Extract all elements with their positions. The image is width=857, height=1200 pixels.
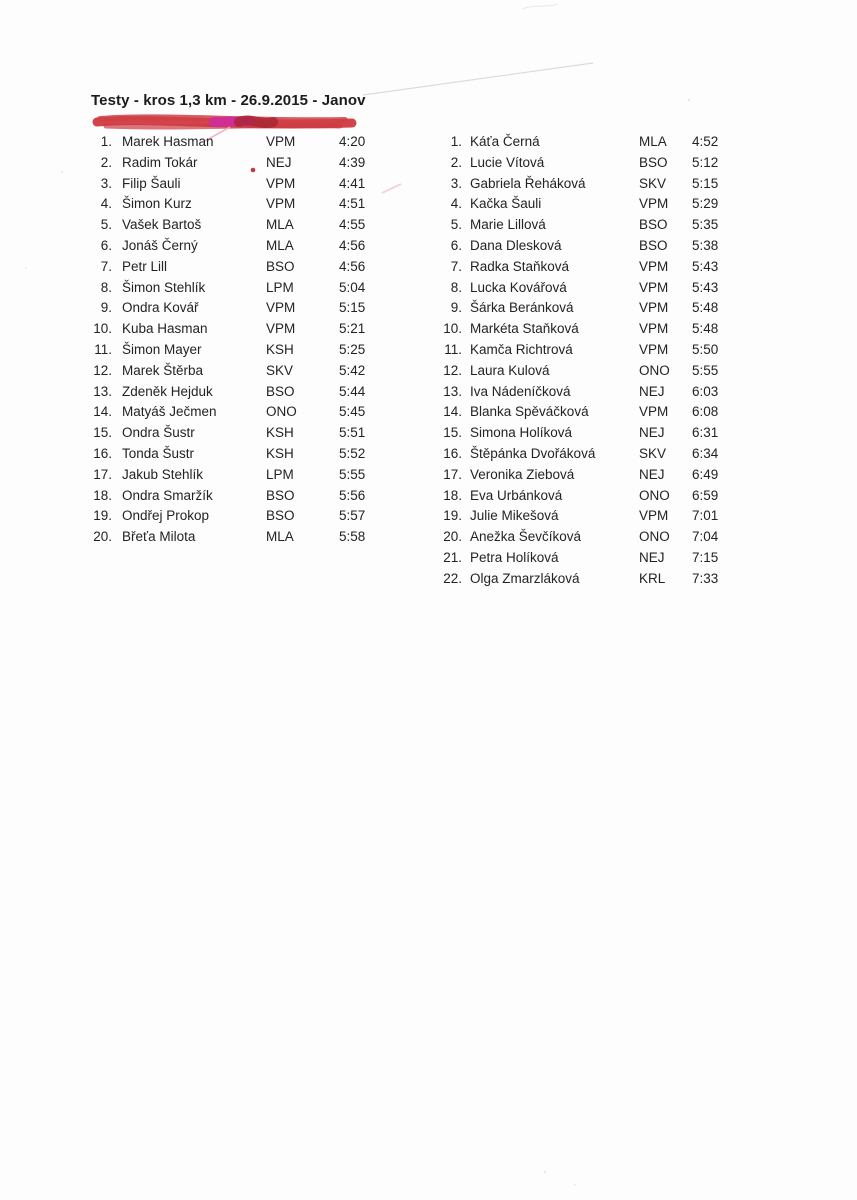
- rank-cell: 4.: [100, 196, 112, 212]
- club-cell: ONO: [639, 487, 670, 503]
- result-row: [86, 340, 378, 361]
- time-cell: 5:56: [339, 487, 366, 503]
- time-cell: 5:48: [692, 300, 719, 316]
- rank-cell: 1.: [450, 134, 462, 149]
- rank-cell: 1.: [100, 134, 112, 149]
- scan-speck: [544, 1171, 546, 1173]
- club-cell: KSH: [266, 425, 294, 441]
- club-cell: MLA: [639, 134, 667, 149]
- result-row: [436, 444, 732, 465]
- result-row: [436, 215, 732, 236]
- name-cell: Iva Nádeníčková: [470, 383, 571, 399]
- time-cell: 7:33: [692, 570, 719, 586]
- club-cell: VPM: [266, 300, 296, 316]
- rank-cell: 10.: [93, 321, 112, 337]
- name-cell: Radim Tokár: [122, 154, 198, 170]
- result-row: [86, 132, 378, 153]
- result-row: [86, 444, 378, 465]
- result-row: [436, 423, 732, 444]
- time-cell: 6:34: [692, 445, 719, 461]
- name-cell: Marie Lillová: [470, 217, 546, 233]
- time-cell: 5:25: [339, 341, 366, 357]
- result-row: [436, 486, 732, 507]
- time-cell: 4:51: [339, 196, 366, 212]
- time-cell: 5:35: [692, 217, 719, 233]
- scan-speck: [25, 267, 27, 269]
- time-cell: 5:58: [339, 529, 366, 545]
- rank-cell: 12.: [93, 362, 112, 378]
- name-cell: Anežka Ševčíková: [470, 529, 582, 545]
- result-row: [86, 278, 378, 299]
- result-row: [86, 153, 378, 174]
- rank-cell: 7.: [450, 258, 462, 274]
- name-cell: Petra Holíková: [470, 549, 559, 565]
- result-row: [436, 319, 732, 340]
- time-cell: 5:51: [339, 425, 366, 441]
- result-row: [436, 236, 732, 257]
- name-cell: Štěpánka Dvořáková: [470, 445, 596, 461]
- rank-cell: 19.: [443, 508, 462, 524]
- name-cell: Ondra Kovář: [122, 300, 199, 316]
- club-cell: SKV: [266, 362, 294, 378]
- result-row: [436, 548, 732, 569]
- result-row: [86, 527, 378, 548]
- name-cell: Ondra Šustr: [122, 425, 195, 441]
- name-cell: Gabriela Řeháková: [470, 175, 586, 191]
- result-row: [86, 361, 378, 382]
- marker-overlap-dark: [239, 120, 273, 123]
- name-cell: Jakub Stehlík: [122, 466, 204, 482]
- club-cell: VPM: [266, 196, 296, 212]
- rank-cell: 12.: [443, 362, 462, 378]
- result-row: [436, 194, 732, 215]
- time-cell: 5:45: [339, 404, 366, 420]
- rank-cell: 22.: [443, 570, 462, 586]
- name-cell: Šimon Kurz: [122, 196, 192, 212]
- time-cell: 6:59: [692, 487, 719, 503]
- name-cell: Marek Hasman: [122, 134, 214, 149]
- result-row: [436, 174, 732, 195]
- rank-cell: 9.: [100, 300, 112, 316]
- scan-smudge-top: [522, 4, 558, 9]
- marker-overlap-magenta: [214, 121, 250, 122]
- time-cell: 6:03: [692, 383, 719, 399]
- time-cell: 5:57: [339, 508, 366, 524]
- time-cell: 4:20: [339, 134, 366, 149]
- rank-cell: 11.: [444, 341, 462, 357]
- result-row: [86, 174, 378, 195]
- result-row: [86, 402, 378, 423]
- rank-cell: 14.: [443, 404, 462, 420]
- rank-cell: 19.: [93, 508, 112, 524]
- scan-speck: [688, 99, 690, 101]
- results-column-girls: [436, 132, 732, 590]
- rank-cell: 18.: [93, 487, 112, 503]
- rank-cell: 4.: [450, 196, 462, 212]
- rank-cell: 9.: [450, 300, 462, 316]
- result-row: [436, 382, 732, 403]
- time-cell: 5:55: [339, 466, 366, 482]
- time-cell: 5:15: [339, 300, 366, 316]
- rank-cell: 6.: [450, 237, 462, 253]
- time-cell: 4:55: [339, 217, 366, 233]
- result-row: [436, 361, 732, 382]
- time-cell: 5:29: [692, 196, 719, 212]
- result-row: [86, 298, 378, 319]
- result-row: [86, 423, 378, 444]
- result-row: [86, 257, 378, 278]
- results-column-boys: [86, 132, 378, 548]
- result-row: [436, 278, 732, 299]
- time-cell: 5:43: [692, 258, 719, 274]
- time-cell: 5:50: [692, 341, 719, 357]
- result-row: [436, 527, 732, 548]
- name-cell: Zdeněk Hejduk: [122, 383, 213, 399]
- club-cell: VPM: [639, 341, 669, 357]
- name-cell: Dana Dlesková: [470, 237, 562, 253]
- rank-cell: 5.: [100, 217, 112, 233]
- name-cell: Laura Kulová: [470, 362, 550, 378]
- name-cell: Olga Zmarzláková: [470, 570, 580, 586]
- name-cell: Šimon Mayer: [122, 341, 202, 357]
- result-row: [436, 402, 732, 423]
- name-cell: Julie Mikešová: [470, 508, 559, 524]
- result-row: [86, 319, 378, 340]
- result-row: [436, 132, 732, 153]
- rank-cell: 15.: [93, 425, 112, 441]
- name-cell: Břeťa Milota: [122, 529, 196, 545]
- club-cell: SKV: [639, 175, 667, 191]
- rank-cell: 13.: [443, 383, 462, 399]
- club-cell: NEJ: [266, 154, 292, 170]
- result-row: [436, 340, 732, 361]
- name-cell: Kamča Richtrová: [470, 341, 573, 357]
- scan-speck: [574, 1184, 576, 1186]
- time-cell: 6:49: [692, 466, 719, 482]
- scan-hairline: [363, 63, 593, 95]
- name-cell: Marek Štěrba: [122, 362, 204, 378]
- time-cell: 7:15: [692, 549, 719, 565]
- club-cell: MLA: [266, 529, 294, 545]
- result-row: [86, 236, 378, 257]
- club-cell: NEJ: [639, 466, 665, 482]
- rank-cell: 6.: [100, 237, 112, 253]
- club-cell: BSO: [266, 258, 295, 274]
- name-cell: Markéta Staňková: [470, 321, 579, 337]
- name-cell: Ondřej Prokop: [122, 508, 210, 524]
- time-cell: 5:21: [339, 321, 366, 337]
- time-cell: 7:01: [692, 508, 719, 524]
- result-row: [86, 382, 378, 403]
- time-cell: 4:41: [339, 175, 366, 191]
- rank-cell: 11.: [94, 341, 112, 357]
- time-cell: 6:08: [692, 404, 719, 420]
- club-cell: VPM: [639, 300, 669, 316]
- club-cell: BSO: [266, 383, 295, 399]
- club-cell: LPM: [266, 279, 294, 295]
- club-cell: ONO: [639, 362, 670, 378]
- name-cell: Jonáš Černý: [122, 237, 198, 253]
- club-cell: NEJ: [639, 425, 665, 441]
- name-cell: Filip Šauli: [122, 175, 181, 191]
- name-cell: Simona Holíková: [470, 425, 573, 441]
- rank-cell: 21.: [443, 549, 462, 565]
- result-row: [86, 194, 378, 215]
- marker-underline-stroke3: [106, 126, 340, 127]
- rank-cell: 8.: [100, 279, 112, 295]
- name-cell: Kuba Hasman: [122, 321, 208, 337]
- rank-cell: 16.: [93, 445, 112, 461]
- rank-cell: 20.: [443, 529, 462, 545]
- name-cell: Vašek Bartoš: [122, 217, 202, 233]
- scan-speck: [61, 171, 63, 173]
- club-cell: KSH: [266, 445, 294, 461]
- rank-cell: 10.: [443, 321, 462, 337]
- club-cell: LPM: [266, 466, 294, 482]
- club-cell: BSO: [266, 508, 295, 524]
- rank-cell: 16.: [443, 445, 462, 461]
- result-row: [86, 215, 378, 236]
- rank-cell: 20.: [93, 529, 112, 545]
- time-cell: 5:48: [692, 321, 719, 337]
- club-cell: BSO: [639, 217, 668, 233]
- club-cell: BSO: [639, 154, 668, 170]
- club-cell: NEJ: [639, 383, 665, 399]
- rank-cell: 2.: [100, 154, 112, 170]
- club-cell: BSO: [266, 487, 295, 503]
- club-cell: ONO: [639, 529, 670, 545]
- club-cell: VPM: [266, 321, 296, 337]
- rank-cell: 18.: [443, 487, 462, 503]
- club-cell: BSO: [639, 237, 668, 253]
- result-row: [86, 486, 378, 507]
- name-cell: Blanka Spěváčková: [470, 404, 589, 420]
- time-cell: 5:42: [339, 362, 366, 378]
- time-cell: 6:31: [692, 425, 719, 441]
- rank-cell: 13.: [93, 383, 112, 399]
- time-cell: 4:56: [339, 258, 366, 274]
- rank-cell: 15.: [443, 425, 462, 441]
- club-cell: KRL: [639, 570, 666, 586]
- time-cell: 5:04: [339, 279, 366, 295]
- result-row: [436, 465, 732, 486]
- result-row: [86, 465, 378, 486]
- rank-cell: 17.: [443, 466, 462, 482]
- name-cell: Lucie Vítová: [470, 154, 545, 170]
- time-cell: 4:52: [692, 134, 719, 149]
- club-cell: VPM: [639, 279, 669, 295]
- rank-cell: 7.: [100, 258, 112, 274]
- club-cell: VPM: [639, 196, 669, 212]
- club-cell: MLA: [266, 237, 294, 253]
- name-cell: Lucka Kovářová: [470, 279, 567, 295]
- club-cell: SKV: [639, 445, 667, 461]
- club-cell: MLA: [266, 217, 294, 233]
- name-cell: Šárka Beránková: [470, 300, 574, 316]
- time-cell: 4:56: [339, 237, 366, 253]
- page-title: Testy - kros 1,3 km - 26.9.2015 - Janov: [91, 92, 366, 109]
- time-cell: 5:44: [339, 383, 366, 399]
- time-cell: 7:04: [692, 529, 719, 545]
- name-cell: Káťa Černá: [470, 134, 540, 149]
- name-cell: Eva Urbánková: [470, 487, 563, 503]
- rank-cell: 5.: [450, 217, 462, 233]
- rank-cell: 2.: [450, 154, 462, 170]
- rank-cell: 17.: [93, 466, 112, 482]
- marker-underline-stroke2: [100, 117, 345, 120]
- time-cell: 5:52: [339, 445, 366, 461]
- rank-cell: 8.: [450, 279, 462, 295]
- club-cell: VPM: [266, 134, 296, 149]
- time-cell: 5:38: [692, 237, 719, 253]
- club-cell: VPM: [639, 321, 669, 337]
- rank-cell: 3.: [100, 175, 112, 191]
- time-cell: 5:55: [692, 362, 719, 378]
- time-cell: 5:43: [692, 279, 719, 295]
- club-cell: VPM: [639, 404, 669, 420]
- result-row: [86, 506, 378, 527]
- result-row: [436, 153, 732, 174]
- club-cell: VPM: [639, 258, 669, 274]
- club-cell: VPM: [266, 175, 296, 191]
- time-cell: 5:15: [692, 175, 719, 191]
- result-row: [436, 506, 732, 527]
- marker-underline-main: [97, 121, 352, 124]
- time-cell: 4:39: [339, 154, 366, 170]
- rank-cell: 14.: [93, 404, 112, 420]
- result-row: [436, 298, 732, 319]
- name-cell: Ondra Smaržík: [122, 487, 213, 503]
- name-cell: Veronika Ziebová: [470, 466, 575, 482]
- club-cell: NEJ: [639, 549, 665, 565]
- name-cell: Matyáš Ječmen: [122, 404, 217, 420]
- time-cell: 5:12: [692, 154, 719, 170]
- club-cell: ONO: [266, 404, 297, 420]
- club-cell: VPM: [639, 508, 669, 524]
- result-row: [436, 569, 732, 590]
- name-cell: Kačka Šauli: [470, 196, 542, 212]
- name-cell: Tonda Šustr: [122, 445, 195, 461]
- rank-cell: 3.: [450, 175, 462, 191]
- name-cell: Radka Staňková: [470, 258, 570, 274]
- name-cell: Petr Lill: [122, 258, 168, 274]
- name-cell: Šimon Stehlík: [122, 279, 206, 295]
- club-cell: KSH: [266, 341, 294, 357]
- result-row: [436, 257, 732, 278]
